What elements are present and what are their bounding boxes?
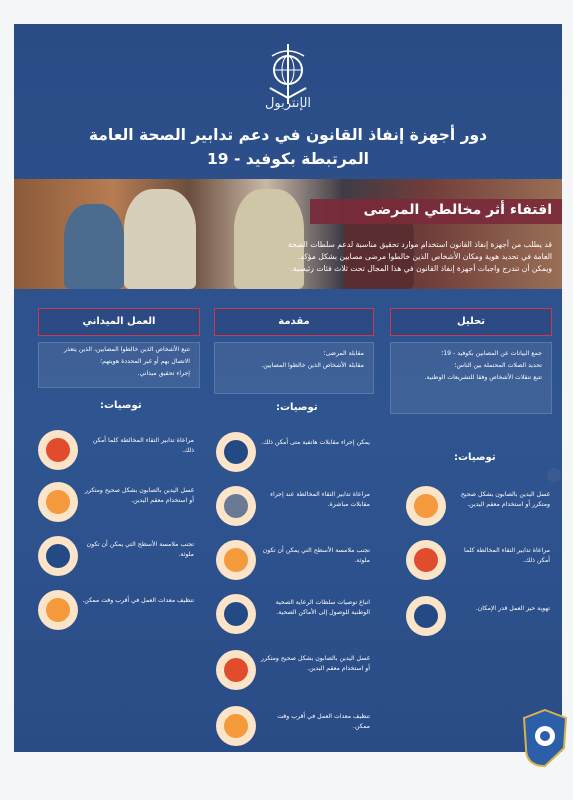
handwash-icon bbox=[38, 482, 78, 522]
introduction-rec-item: مراعاة تدابير التقاء المخالطة عند إجراء مقابلات مباشرة. bbox=[270, 491, 370, 508]
bullet-item: مقابلة المرضى؛ bbox=[323, 350, 364, 357]
poster-title-line1: دور أجهزة إنفاذ القانون في دعم تدابير الصحة العامة bbox=[88, 126, 488, 144]
introduction-rec-item: يمكن إجراء مقابلات هاتفية متى أمكن ذلك. bbox=[261, 439, 370, 446]
intro-line: ويمكن أن تندرج واجبات أجهزة إنفاذ القانون في هذا المجال تحت ثلاث فئات رئيسية. bbox=[290, 264, 552, 273]
introduction-rec-item: غسل اليدين بالصابون بشكل صحيح ومتكرر أو استخدام معقم اليدين. bbox=[260, 655, 370, 672]
introduction-rec-item: اتباع توصيات سلطات الرعاية الصحية الوطنية للوصول إلى الأماكن الصحية. bbox=[275, 599, 370, 616]
poster-header bbox=[14, 24, 562, 174]
window-icon bbox=[406, 596, 446, 636]
fieldwork-rec-item: مراعاة تدابير التقاء المخالطة كلما أمكن ذلك. bbox=[92, 437, 194, 454]
bullet-item: مقابلة الأشخاص الذين خالطوا المصابين. bbox=[261, 362, 364, 369]
infographic-poster bbox=[14, 24, 562, 752]
section-title: اقتفاء أثر مخالطي المرضى bbox=[363, 202, 552, 218]
fieldwork-rec-title: توصيات: bbox=[100, 400, 142, 411]
phone-interview-icon bbox=[216, 432, 256, 472]
poster-title-line2: المرتبطة بكوفيد - 19 bbox=[207, 150, 369, 168]
surface-icon bbox=[216, 540, 256, 580]
heading-introduction: مقدمة bbox=[214, 308, 374, 336]
handwash-icon bbox=[406, 486, 446, 526]
fieldwork-rec-item: غسل اليدين بالصابون بشكل صحيح ومتكرر أو استخدام معقم اليدين. bbox=[84, 487, 194, 504]
bullet-item: تحديد الصلات المحتملة بين الناس؛ bbox=[454, 362, 542, 369]
heading-fieldwork: العمل الميداني bbox=[38, 308, 200, 336]
bullet-item: تتبع تنقلات الأشخاص وفقا للتشريعات الوطنية. bbox=[424, 374, 542, 381]
bullet-item: إجراء تحقيق ميداني. bbox=[137, 370, 190, 377]
intro-text bbox=[134, 239, 552, 275]
bullet-item: جمع البيانات عن المصابين بكوفيد - 19؛ bbox=[441, 350, 542, 357]
heading-analysis: تحليل bbox=[390, 308, 552, 336]
fieldwork-rec-item: تنظيف معدات العمل في أقرب وقت ممكن. bbox=[82, 597, 194, 604]
radio-icon bbox=[216, 706, 256, 746]
surface-icon bbox=[38, 536, 78, 576]
analysis-rec-item: مراعاة تدابير التقاء المخالطة كلما أمكن ذلك. bbox=[463, 547, 550, 564]
introduction-rec-item: تجنب ملامسة الأسطح التي يمكن أن تكون ملوثة. bbox=[262, 547, 370, 564]
introduction-rec-title: توصيات: bbox=[276, 402, 318, 413]
decorative-dot bbox=[547, 468, 561, 482]
analysis-bullets bbox=[398, 348, 542, 384]
introduction-bullets bbox=[222, 348, 364, 372]
handwash-icon bbox=[216, 650, 256, 690]
analysis-rec-title: توصيات: bbox=[454, 452, 496, 463]
brand-name: الإنتربول bbox=[264, 96, 312, 111]
bullet-item: تتبع الأشخاص الذين خالطوا المصابين، الذين يتعذر الاتصال بهم أو غير المحددة هويتهم؛ bbox=[63, 346, 190, 365]
interview-icon bbox=[216, 486, 256, 526]
fieldwork-rec-item: تجنب ملامسة الأسطح التي يمكن أن تكون ملوثة. bbox=[86, 541, 194, 558]
intro-line: العامة في تحديد هوية ومكان الأشخاص الذين خالطوا مرضى مصابين بشكل مؤكد. bbox=[297, 252, 552, 261]
intro-line: قد يطلب من أجهزة إنفاذ القانون استخدام موارد تحقيق مناسبة لدعم سلطات الصحة bbox=[287, 240, 552, 249]
analysis-rec-item: غسل اليدين بالصابون بشكل صحيح ومتكرر أو استخدام معقم اليدين. bbox=[460, 491, 550, 508]
police-emblem-icon bbox=[520, 708, 570, 768]
radio-icon bbox=[38, 590, 78, 630]
hospital-icon bbox=[216, 594, 256, 634]
analysis-rec-item: تهوية حيز العمل قدر الإمكان. bbox=[475, 605, 550, 612]
introduction-rec-item: تنظيف معدات العمل في أقرب وقت ممكن. bbox=[277, 713, 370, 730]
distance-icon bbox=[38, 430, 78, 470]
distance-icon bbox=[406, 540, 446, 580]
fieldwork-bullets bbox=[46, 344, 190, 380]
